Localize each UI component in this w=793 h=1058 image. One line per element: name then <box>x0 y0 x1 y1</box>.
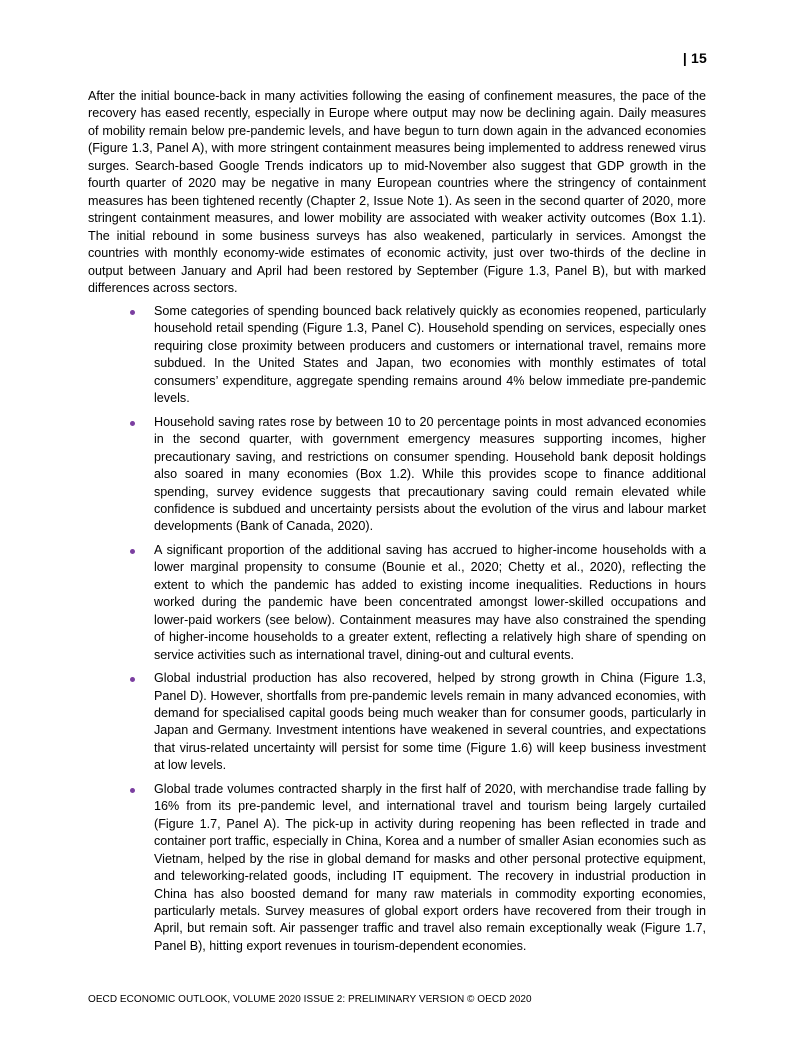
bullet-dot-icon <box>130 788 135 793</box>
bullet-item-industrial <box>130 670 706 775</box>
bullet-list <box>130 303 706 961</box>
page-footer: OECD ECONOMIC OUTLOOK, VOLUME 2020 ISSUE 2: PRELIMINARY VERSION © OECD 2020 <box>88 994 532 1005</box>
bullet-text: Global trade volumes contracted sharply in the first half of 2020, with merchandise trade falling by 16% from its pre-pandemic level, and international travel and tourism being largely curtailed (Figure 1.7, Panel A). The pick-up in activity during reopening has been reflected in trade and container port traffic, especially in China, Korea and a number of smaller Asian economies such as Vietnam, helped by the rise in global demand for masks and other personal protective equipment, and teleworking-related goods, including IT equipment. The recovery in industrial production in China has also boosted demand for many raw materials in commodity exporting economies, particularly metals. Survey measures of global export orders have recovered from their trough in April, but remain soft. Air passenger traffic and travel also remain exceptionally weak (Figure 1.7, Panel B), hitting export revenues in tourism-dependent economies. <box>154 781 706 953</box>
bullet-item-spending <box>130 303 706 408</box>
bullet-text: Some categories of spending bounced back relatively quickly as economies reopened, particularly household retail spending (Figure 1.3, Panel C). Household spending on services, especially ones requiring close proximity between producers and customers or international travel, remains more subdued. In the United States and Japan, two economies with monthly estimates of total consumers’ expenditure, aggregate spending remains around 4% below immediate pre-pandemic levels. <box>154 304 706 406</box>
bullet-dot-icon <box>130 549 135 554</box>
bullet-item-trade <box>130 781 706 956</box>
page-number: | 15 <box>682 50 707 66</box>
bullet-item-saving <box>130 414 706 536</box>
bullet-text: Household saving rates rose by between 10 to 20 percentage points in most advanced economies in the second quarter, with government emergency measures supporting incomes, higher precautionary saving, and restrictions on consumer spending. Household bank deposit holdings also soared in many economies (Box 1.2). While this provides scope to finance additional spending, survey evidence suggests that precautionary saving could remain elevated while confidence is subdued and uncertainty persists about the evolution of the virus and labour market developments (Bank of Canada, 2020). <box>154 414 706 534</box>
bullet-dot-icon <box>130 677 135 682</box>
intro-paragraph: After the initial bounce-back in many activities following the easing of confinement measures, the pace of the recovery has eased recently, especially in Europe where output may now be declining again. Daily measures of mobility remain below pre-pandemic levels, and have begun to turn down again in the advanced economies (Figure 1.3, Panel A), with more stringent containment measures being implemented to address renewed virus surges. Search-based Google Trends indicators up to mid-November also suggest that GDP growth in the fourth quarter of 2020 may be negative in many European countries where the stringency of containment measures has been tightened recently (Chapter 2, Issue Note 1). As seen in the second quarter of 2020, more stringent containment measures, and lower mobility are associated with weaker activity outcomes (Box 1.1). The initial rebound in some business surveys has also weakened, particularly in services. Amongst the countries with monthly economy-wide estimates of economic activity, just over two-thirds of the decline in output between January and April had been restored by September (Figure 1.3, Panel B), but with marked differences across sectors. <box>88 89 706 295</box>
bullet-item-inequality <box>130 542 706 664</box>
bullet-dot-icon <box>130 310 135 315</box>
bullet-text: Global industrial production has also recovered, helped by strong growth in China (Figure 1.3, Panel D). However, shortfalls from pre-pandemic levels remain in many advanced economies, with demand for specialised capital goods being much weaker than for consumer goods, particularly in Japan and Germany. Investment intentions have weakened in several countries, and expectations that virus-related uncertainty will persist for some time (Figure 1.6) will keep business investment at low levels. <box>154 671 706 773</box>
bullet-dot-icon <box>130 421 135 426</box>
bullet-text: A significant proportion of the additional saving has accrued to higher-income households with a lower marginal propensity to consume (Bounie et al., 2020; Chetty et al., 2020), reflecting the extent to which the pandemic has added to existing income inequalities. Reductions in hours worked during the pandemic have been concentrated amongst lower-skilled occupations and lower-paid workers (see below). Containment measures may have also constrained the spending of higher-income households to a greater extent, reflecting a relatively high share of spending on service activities such as international travel, dining-out and cultural events. <box>154 542 706 662</box>
